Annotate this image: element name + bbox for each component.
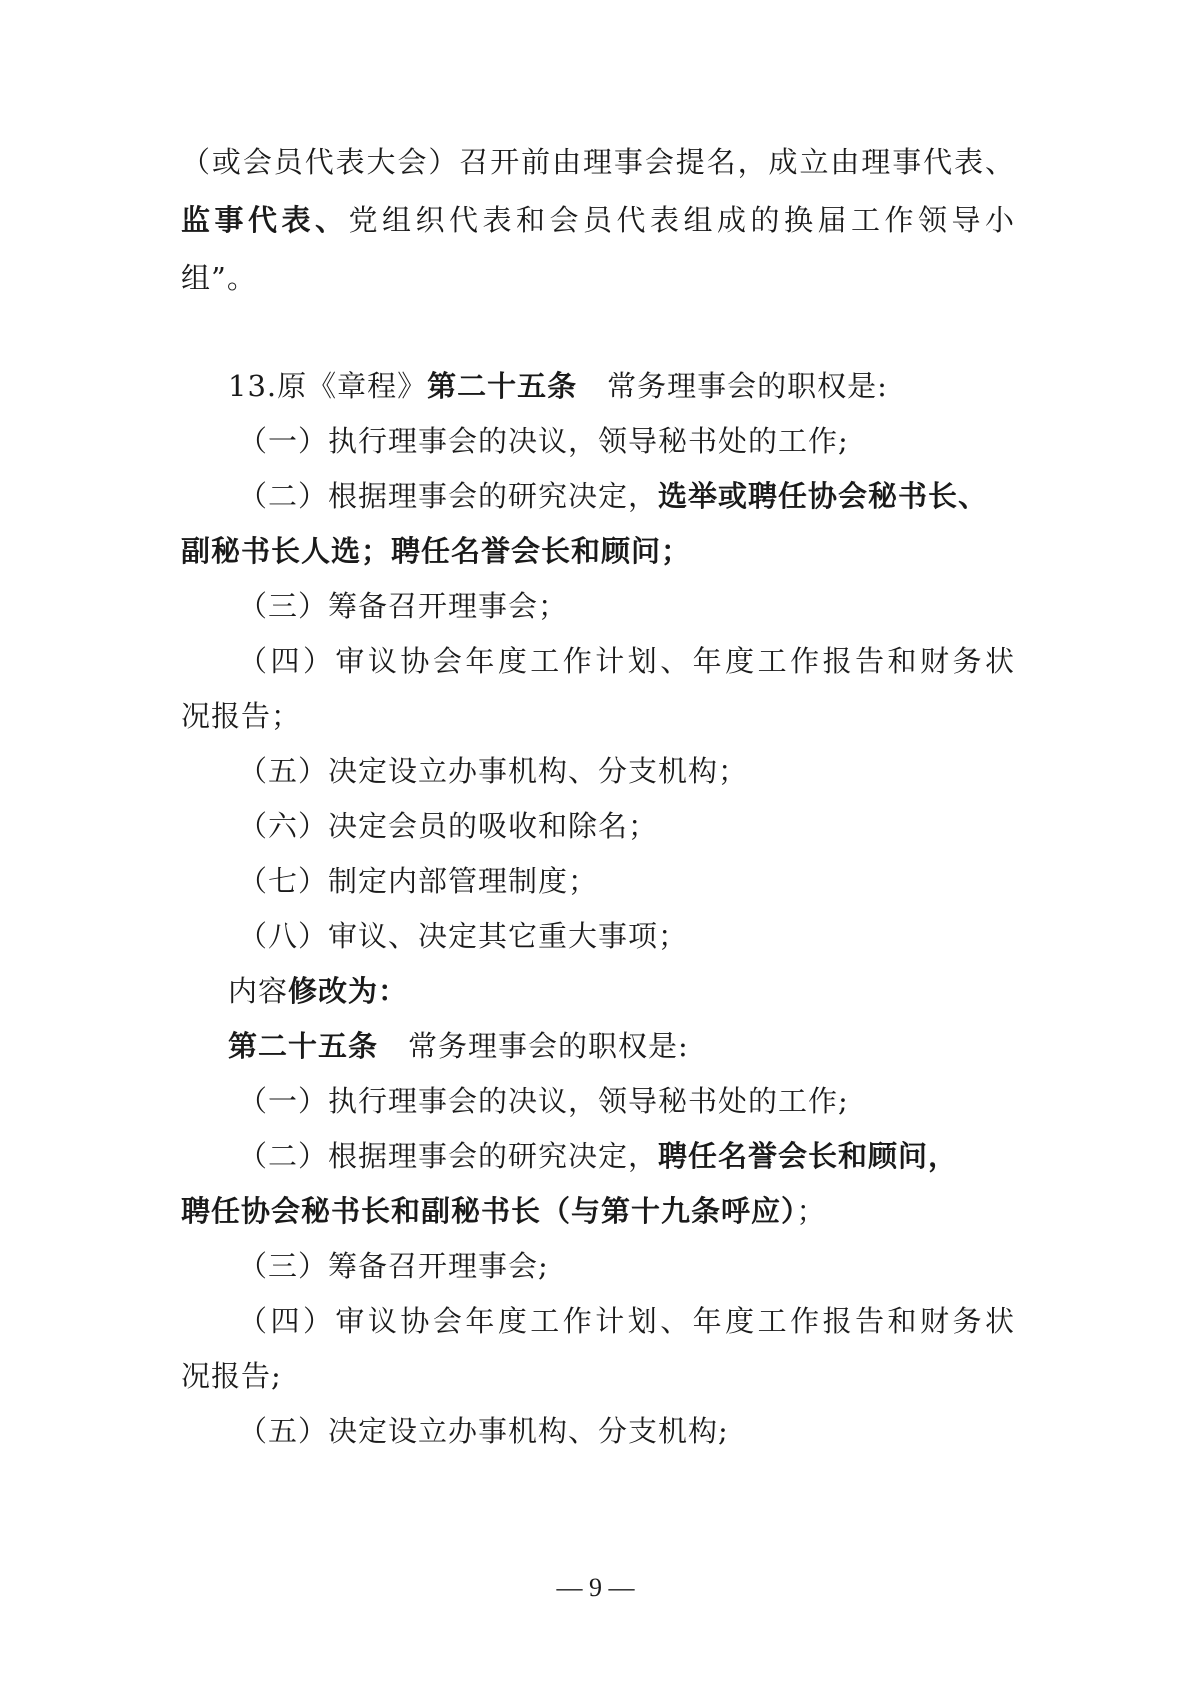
text-run: 组”。 — [181, 261, 257, 295]
bold-text-run: 聘任名誉会长和顾问， — [658, 1139, 959, 1173]
text-run: （二）根据理事会的研究决定， — [238, 479, 659, 513]
text-line — [238, 1246, 1191, 1286]
text-line — [181, 696, 1191, 736]
text-run: （四）审议协会年度工作计划、年度工作报告和财务状 — [238, 1304, 1015, 1338]
text-line — [181, 258, 1191, 298]
text-run: （三）筹备召开理事会； — [238, 589, 569, 623]
bold-text-run: 修改为： — [288, 974, 409, 1008]
text-line — [238, 586, 1191, 626]
text-line — [228, 366, 1191, 406]
text-run: （三）筹备召开理事会; — [238, 1249, 549, 1283]
text-run: （二）根据理事会的研究决定， — [238, 1139, 659, 1173]
text-run: （八）审议、决定其它重大事项； — [238, 919, 689, 953]
text-line — [238, 1301, 1015, 1341]
text-line — [181, 200, 1015, 240]
text-run: 况报告; — [181, 1359, 282, 1393]
text-run: （一）执行理事会的决议，领导秘书处的工作; — [238, 424, 849, 458]
bold-text-run: 副秘书长人选；聘任名誉会长和顾问； — [181, 534, 692, 568]
text-run: 常务理事会的职权是: — [378, 1029, 689, 1063]
text-line — [238, 1081, 1191, 1121]
text-run: （一）执行理事会的决议，领导秘书处的工作; — [238, 1084, 849, 1118]
text-line — [238, 916, 1191, 956]
text-run: 常务理事会的职权是: — [577, 369, 888, 403]
text-line — [228, 971, 1191, 1011]
text-run: （四）审议协会年度工作计划、年度工作报告和财务状 — [238, 644, 1015, 678]
text-line — [181, 142, 1015, 182]
text-run: （五）决定设立办事机构、分支机构； — [238, 754, 749, 788]
text-run: 况报告； — [181, 699, 302, 733]
text-run: （七）制定内部管理制度； — [238, 864, 599, 898]
bold-text-run: 监事代表、 — [181, 203, 349, 237]
text-line — [238, 751, 1191, 791]
text-run: （六）决定会员的吸收和除名； — [238, 809, 659, 843]
text-line — [238, 806, 1191, 846]
text-run: ； — [796, 1194, 827, 1228]
text-line — [181, 1191, 1191, 1231]
bold-text-run: 第二十五条 — [228, 1029, 379, 1063]
text-line — [238, 421, 1191, 461]
bold-text-run: 第二十五条 — [427, 369, 578, 403]
text-line — [238, 1136, 1191, 1176]
text-run: 内容 — [228, 974, 289, 1008]
text-line — [238, 476, 1191, 516]
bold-text-run: 选举或聘任协会秘书长、 — [658, 479, 989, 513]
text-run: 党组织代表和会员代表组成的换届工作领导小 — [348, 203, 1015, 237]
text-run: （五）决定设立办事机构、分支机构; — [238, 1414, 729, 1448]
bold-text-run: 聘任协会秘书长和副秘书长（与第十九条呼应） — [181, 1194, 797, 1228]
text-line — [228, 1026, 1191, 1066]
text-line — [238, 861, 1191, 901]
text-line — [181, 531, 1191, 571]
text-line — [238, 1411, 1191, 1451]
page-number: — 9 — — [556, 1573, 635, 1602]
text-run: 13.原《章程》 — [228, 369, 428, 403]
text-line — [238, 641, 1015, 681]
text-run: （或会员代表大会）召开前由理事会提名，成立由理事代表、 — [181, 145, 1015, 179]
text-line — [181, 1356, 1191, 1396]
